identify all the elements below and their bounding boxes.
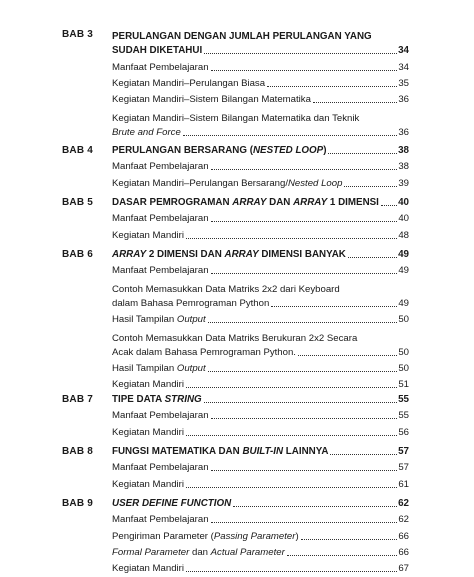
dot-leader bbox=[186, 435, 397, 436]
toc-entry bbox=[112, 424, 409, 441]
chapter-title-line bbox=[112, 42, 409, 59]
toc-entry bbox=[112, 295, 409, 312]
entry-title bbox=[112, 560, 184, 577]
dot-leader bbox=[328, 153, 397, 154]
entry-title-part: Brute and Force bbox=[112, 126, 181, 138]
entry-title bbox=[112, 31, 372, 42]
dot-leader bbox=[287, 555, 398, 556]
toc-entry bbox=[112, 560, 409, 577]
entry-title-part: Contoh Memasukkan Data Matriks 2x2 dari Keyboard bbox=[112, 283, 340, 295]
entry-title bbox=[112, 75, 265, 92]
dot-leader bbox=[344, 186, 397, 187]
entry-title bbox=[112, 360, 206, 377]
entry-title-part: Kegiatan Mandiri bbox=[112, 478, 184, 490]
dot-leader bbox=[208, 322, 398, 323]
chapter-number: BAB 6 bbox=[62, 249, 94, 260]
entry-title-part: Manfaat Pembelajaran bbox=[112, 514, 209, 526]
page-number: 49 bbox=[398, 249, 409, 260]
entry-title bbox=[112, 295, 269, 312]
page-number: 56 bbox=[398, 426, 409, 438]
entry-title-part: Kegiatan Mandiri–Sistem Bilangan Matematika bbox=[112, 94, 311, 106]
page-number: 40 bbox=[398, 213, 409, 225]
dot-leader bbox=[211, 70, 398, 71]
entry-title-part: Kegiatan Mandiri–Perulangan Biasa bbox=[112, 77, 266, 89]
chapter-title-line bbox=[112, 391, 409, 408]
entry-title-part: DAN bbox=[266, 197, 294, 208]
page-number: 55 bbox=[398, 394, 409, 405]
page-number: 57 bbox=[398, 462, 409, 474]
entry-title-part: Manfaat Pembelajaran bbox=[112, 61, 209, 73]
toc-entry bbox=[112, 311, 409, 328]
entry-title-part: Hasil Tampilan bbox=[112, 363, 177, 375]
toc-entry bbox=[112, 124, 409, 141]
entry-title-part: FUNGSI MATEMATIKA DAN bbox=[112, 446, 243, 457]
page-number: 36 bbox=[398, 126, 409, 138]
entry-title bbox=[112, 407, 209, 424]
entry-title-part: Hasil Tampilan bbox=[112, 314, 177, 326]
entry-title bbox=[112, 476, 184, 493]
toc-entry bbox=[112, 59, 409, 76]
toc-entry bbox=[112, 108, 409, 125]
entry-title bbox=[112, 142, 326, 159]
dot-leader bbox=[313, 102, 397, 103]
page-number: 66 bbox=[398, 546, 409, 558]
dot-leader bbox=[211, 470, 398, 471]
chapter-title-line bbox=[112, 142, 409, 159]
entry-title bbox=[112, 528, 299, 545]
entry-title bbox=[112, 511, 209, 528]
entry-title-part: USER DEFINE FUNCTION bbox=[112, 498, 232, 509]
entry-title-part: SUDAH DIKETAHUI bbox=[112, 45, 203, 57]
entry-title-part: Manfaat Pembelajaran bbox=[112, 161, 209, 173]
entry-title-part: ARRAY bbox=[224, 249, 259, 260]
entry-title-part: TIPE DATA bbox=[112, 394, 165, 405]
chapter-number: BAB 4 bbox=[62, 145, 94, 156]
dot-leader bbox=[381, 205, 397, 206]
entry-title-part: STRING bbox=[164, 394, 202, 405]
page-number: 50 bbox=[398, 314, 409, 326]
entry-title bbox=[112, 91, 311, 108]
dot-leader bbox=[183, 135, 398, 136]
entry-title bbox=[112, 443, 328, 460]
entry-title bbox=[112, 311, 206, 328]
page-number: 66 bbox=[398, 530, 409, 542]
toc-entry bbox=[112, 75, 409, 92]
chapter-title-line bbox=[112, 443, 409, 460]
entry-title bbox=[112, 42, 202, 59]
entry-title-part: Kegiatan Mandiri bbox=[112, 229, 184, 241]
entry-title-part: Output bbox=[176, 363, 206, 375]
dot-leader bbox=[186, 571, 397, 572]
toc-entry bbox=[112, 91, 409, 108]
entry-title-part: dalam Bahasa Pemrograman Python bbox=[112, 297, 270, 309]
entry-title-part: NESTED LOOP bbox=[252, 145, 324, 156]
entry-title-part: Contoh Memasukkan Data Matriks Berukuran 2x2 Secara bbox=[112, 332, 358, 344]
toc-entry bbox=[112, 407, 409, 424]
dot-leader bbox=[186, 487, 397, 488]
entry-title-part: Output bbox=[176, 314, 206, 326]
entry-title bbox=[112, 333, 357, 344]
toc-entry bbox=[112, 328, 409, 345]
dot-leader bbox=[211, 221, 398, 222]
entry-title-part: ARRAY bbox=[232, 197, 267, 208]
toc-entry bbox=[112, 344, 409, 361]
dot-leader bbox=[301, 539, 398, 540]
page-number: 55 bbox=[398, 410, 409, 422]
entry-title bbox=[112, 59, 209, 76]
toc-entry bbox=[112, 528, 409, 545]
toc-entry bbox=[112, 459, 409, 476]
entry-title-part: Pengiriman Parameter ( bbox=[112, 530, 214, 542]
entry-title-part: Manfaat Pembelajaran bbox=[112, 265, 209, 277]
entry-title-part: Kegiatan Mandiri–Perulangan Bersarang/ bbox=[112, 177, 288, 189]
entry-title bbox=[112, 391, 202, 408]
dot-leader bbox=[211, 418, 398, 419]
entry-title-part: Acak dalam Bahasa Pemrograman Python. bbox=[112, 346, 296, 358]
page-number: 38 bbox=[398, 145, 409, 156]
entry-title-part: ) bbox=[295, 530, 299, 542]
toc-entry bbox=[112, 476, 409, 493]
entry-title bbox=[112, 544, 285, 561]
entry-title bbox=[112, 495, 231, 512]
page-number: 62 bbox=[398, 498, 409, 509]
page-number: 48 bbox=[398, 229, 409, 241]
entry-title-part: Formal Parameter bbox=[112, 546, 190, 558]
entry-title-part: Kegiatan Mandiri bbox=[112, 563, 184, 575]
entry-title-part: 1 DIMENSI bbox=[327, 197, 379, 208]
entry-title-part: PERULANGAN DENGAN JUMLAH PERULANGAN YANG bbox=[112, 31, 372, 42]
page-number: 51 bbox=[398, 379, 409, 391]
toc-entry bbox=[112, 511, 409, 528]
page-number: 67 bbox=[398, 563, 409, 575]
dot-leader bbox=[208, 371, 398, 372]
entry-title-part: Nested Loop bbox=[288, 177, 343, 189]
entry-title-part: Kegiatan Mandiri bbox=[112, 426, 184, 438]
entry-title bbox=[112, 284, 340, 295]
entry-title-part: PERULANGAN BERSARANG ( bbox=[112, 145, 253, 156]
entry-title bbox=[112, 158, 209, 175]
toc-entry bbox=[112, 262, 409, 279]
entry-title-part: 2 DIMENSI DAN bbox=[146, 249, 225, 260]
entry-title-part: Passing Parameter bbox=[213, 530, 296, 542]
entry-title-part: DASAR PEMROGRAMAN bbox=[112, 197, 233, 208]
chapter-title-line bbox=[112, 246, 409, 263]
toc-entry bbox=[112, 544, 409, 561]
dot-leader bbox=[204, 402, 397, 403]
entry-title-part: LAINNYA bbox=[283, 446, 329, 457]
dot-leader bbox=[211, 169, 398, 170]
dot-leader bbox=[211, 273, 398, 274]
entry-title bbox=[112, 344, 296, 361]
entry-title-part: Manfaat Pembelajaran bbox=[112, 410, 209, 422]
page-number: 61 bbox=[398, 478, 409, 490]
entry-title bbox=[112, 124, 181, 141]
entry-title bbox=[112, 210, 209, 227]
toc-entry bbox=[112, 158, 409, 175]
toc-entry bbox=[112, 210, 409, 227]
chapter-number: BAB 3 bbox=[62, 29, 94, 40]
toc-entry bbox=[112, 279, 409, 296]
chapter-title-line bbox=[112, 194, 409, 211]
page-number: 49 bbox=[398, 297, 409, 309]
chapter-title-line bbox=[112, 495, 409, 512]
entry-title bbox=[112, 175, 342, 192]
toc-entry bbox=[112, 360, 409, 377]
entry-title bbox=[112, 424, 184, 441]
entry-title-part: Actual Parameter bbox=[210, 546, 285, 558]
page-number: 49 bbox=[398, 265, 409, 277]
toc-entry bbox=[112, 175, 409, 192]
dot-leader bbox=[186, 387, 397, 388]
toc-entry bbox=[112, 227, 409, 244]
entry-title-part: Manfaat Pembelajaran bbox=[112, 462, 209, 474]
page-number: 38 bbox=[398, 161, 409, 173]
dot-leader bbox=[211, 522, 398, 523]
chapter-title-line bbox=[112, 26, 409, 43]
dot-leader bbox=[330, 454, 397, 455]
dot-leader bbox=[271, 306, 397, 307]
page-number: 35 bbox=[398, 77, 409, 89]
dot-leader bbox=[267, 86, 397, 87]
entry-title-part: ARRAY bbox=[293, 197, 328, 208]
page-number: 50 bbox=[398, 363, 409, 375]
entry-title-part: Kegiatan Mandiri–Sistem Bilangan Matematika dan Teknik bbox=[112, 112, 360, 124]
entry-title bbox=[112, 262, 209, 279]
page-number: 34 bbox=[398, 45, 409, 57]
entry-title-part: Kegiatan Mandiri bbox=[112, 379, 184, 391]
entry-title bbox=[112, 113, 359, 124]
page-number: 36 bbox=[398, 94, 409, 106]
entry-title bbox=[112, 194, 379, 211]
chapter-number: BAB 9 bbox=[62, 498, 94, 509]
entry-title-part: ARRAY bbox=[112, 249, 147, 260]
entry-title-part: BUILT-IN bbox=[242, 446, 284, 457]
dot-leader bbox=[298, 355, 397, 356]
dot-leader bbox=[204, 53, 397, 54]
page-number: 40 bbox=[398, 197, 409, 208]
entry-title-part: DIMENSI BANYAK bbox=[258, 249, 346, 260]
page-number: 50 bbox=[398, 346, 409, 358]
dot-leader bbox=[348, 257, 397, 258]
chapter-number: BAB 8 bbox=[62, 446, 94, 457]
dot-leader bbox=[233, 506, 397, 507]
page-number: 39 bbox=[398, 177, 409, 189]
page-number: 57 bbox=[398, 446, 409, 457]
chapter-number: BAB 7 bbox=[62, 394, 94, 405]
entry-title-part: ) bbox=[323, 145, 327, 156]
dot-leader bbox=[186, 238, 397, 239]
entry-title bbox=[112, 246, 346, 263]
page-number: 62 bbox=[398, 514, 409, 526]
entry-title-part: Manfaat Pembelajaran bbox=[112, 213, 209, 225]
entry-title bbox=[112, 227, 184, 244]
entry-title bbox=[112, 459, 209, 476]
page-number: 34 bbox=[398, 61, 409, 73]
entry-title-part: dan bbox=[189, 546, 211, 558]
chapter-number: BAB 5 bbox=[62, 197, 94, 208]
